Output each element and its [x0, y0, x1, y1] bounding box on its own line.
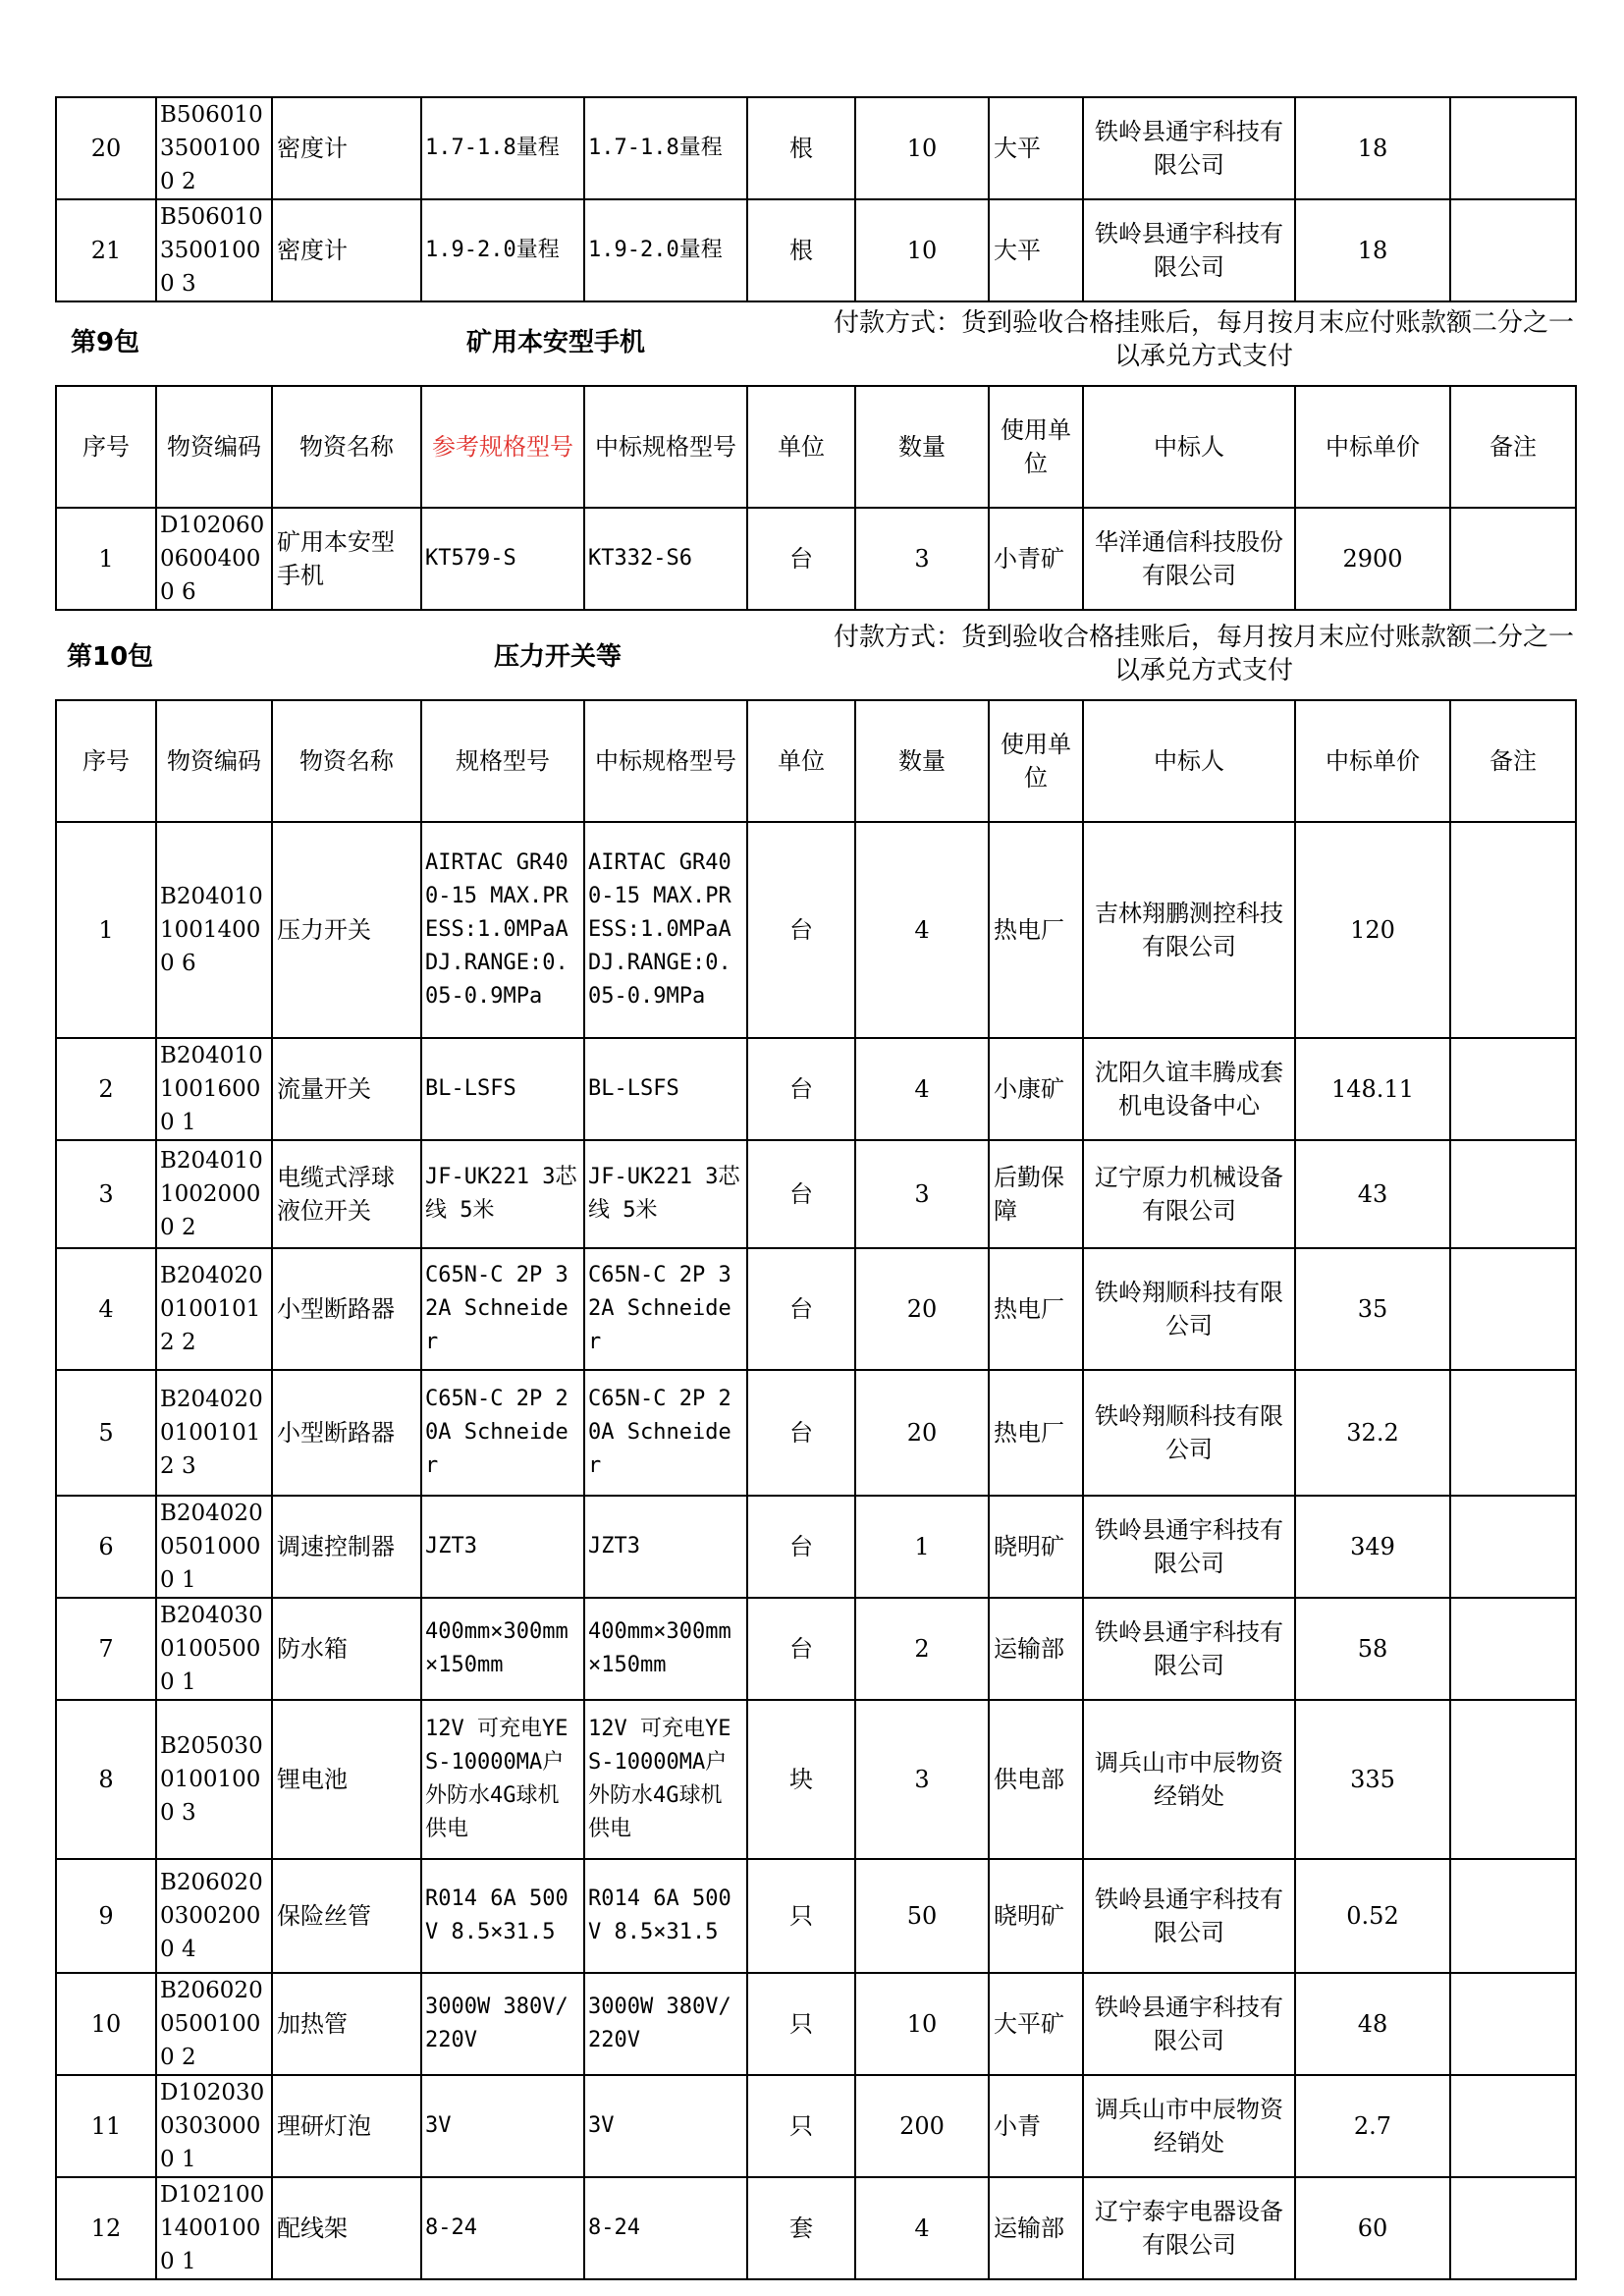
- unit: 台: [747, 508, 855, 610]
- quantity: 3: [855, 1700, 989, 1859]
- spec-model: 400mm×300mm×150mm: [421, 1598, 584, 1700]
- using-unit: 热电厂: [989, 1370, 1083, 1496]
- unit-price: 43: [1295, 1140, 1450, 1248]
- row-number: 7: [56, 1598, 156, 1700]
- winning-spec-model: 3V: [584, 2075, 747, 2177]
- unit: 台: [747, 1496, 855, 1598]
- material-code: B20602003002000 4: [156, 1859, 272, 1973]
- row-number: 8: [56, 1700, 156, 1859]
- table-row: [56, 822, 1576, 1038]
- spec-model: BL-LSFS: [421, 1038, 584, 1140]
- material-code: B20602005001000 2: [156, 1973, 272, 2075]
- package-9-table: [55, 385, 1577, 611]
- row-number: 2: [56, 1038, 156, 1140]
- material-code: D10210014001000 1: [156, 2177, 272, 2279]
- header-winning-bidder: 中标人: [1083, 700, 1295, 822]
- using-unit: 运输部: [989, 1598, 1083, 1700]
- spec-model: 12V 可充电YES-10000MA户外防水4G球机供电: [421, 1700, 584, 1859]
- header-using-unit: 使用单位: [989, 386, 1083, 508]
- material-name: 矿用本安型手机: [272, 508, 421, 610]
- table-row: [56, 2177, 1576, 2279]
- header-unit: 单位: [747, 386, 855, 508]
- quantity: 20: [855, 1248, 989, 1370]
- quantity: 10: [855, 1973, 989, 2075]
- unit: 根: [747, 199, 855, 301]
- unit: 块: [747, 1700, 855, 1859]
- header-spec-model: 参考规格型号: [421, 386, 584, 508]
- material-name: 调速控制器: [272, 1496, 421, 1598]
- spec-model: 8-24: [421, 2177, 584, 2279]
- using-unit: 小青: [989, 2075, 1083, 2177]
- header-quantity: 数量: [855, 700, 989, 822]
- spec-model: 1.9-2.0量程: [421, 199, 584, 301]
- row-number: 21: [56, 199, 156, 301]
- header-material-code: 物资编码: [156, 386, 272, 508]
- header-unit-price: 中标单价: [1295, 386, 1450, 508]
- remark: [1450, 1370, 1576, 1496]
- winning-spec-model: 3000W 380V/220V: [584, 1973, 747, 2075]
- remark: [1450, 2075, 1576, 2177]
- remark: [1450, 1038, 1576, 1140]
- unit-price: 48: [1295, 1973, 1450, 2075]
- spec-model: C65N-C 2P 32A Schneider: [421, 1248, 584, 1370]
- unit-price: 335: [1295, 1700, 1450, 1859]
- winning-spec-model: C65N-C 2P 32A Schneider: [584, 1248, 747, 1370]
- winning-bidder: 沈阳久谊丰腾成套机电设备中心: [1083, 1038, 1295, 1140]
- header-remark: 备注: [1450, 386, 1576, 508]
- unit-price: 60: [1295, 2177, 1450, 2279]
- quantity: 2: [855, 1598, 989, 1700]
- row-number: 1: [56, 822, 156, 1038]
- remark: [1450, 1973, 1576, 2075]
- unit: 只: [747, 1859, 855, 1973]
- row-number: 9: [56, 1859, 156, 1973]
- unit: 台: [747, 1248, 855, 1370]
- using-unit: 大平矿: [989, 1973, 1083, 2075]
- using-unit: 后勤保障: [989, 1140, 1083, 1248]
- row-number: 3: [56, 1140, 156, 1248]
- header-spec-model: 规格型号: [421, 700, 584, 822]
- spec-model: R014 6A 500V 8.5×31.5: [421, 1859, 584, 1973]
- material-name: 防水箱: [272, 1598, 421, 1700]
- header-quantity: 数量: [855, 386, 989, 508]
- material-code: B20401010016000 1: [156, 1038, 272, 1140]
- row-number: 20: [56, 97, 156, 199]
- material-name: 理研灯泡: [272, 2075, 421, 2177]
- header-unit: 单位: [747, 700, 855, 822]
- header-material-name: 物资名称: [272, 700, 421, 822]
- row-number: 1: [56, 508, 156, 610]
- material-code: B50601035001000 3: [156, 199, 272, 301]
- winning-bidder: 辽宁泰宇电器设备有限公司: [1083, 2177, 1295, 2279]
- winning-spec-model: AIRTAC GR400-15 MAX.PRESS:1.0MPaADJ.RANGE:0.05-0.9MPa: [584, 822, 747, 1038]
- table-row: [56, 1973, 1576, 2075]
- table-row: [56, 2075, 1576, 2177]
- header-winning-spec-model: 中标规格型号: [584, 700, 747, 822]
- unit-price: 0.52: [1295, 1859, 1450, 1973]
- unit-price: 2900: [1295, 508, 1450, 610]
- material-name: 密度计: [272, 97, 421, 199]
- winning-bidder: 铁岭县通宇科技有限公司: [1083, 1859, 1295, 1973]
- unit-price: 2.7: [1295, 2075, 1450, 2177]
- unit-price: 18: [1295, 199, 1450, 301]
- winning-spec-model: 12V 可充电YES-10000MA户外防水4G球机供电: [584, 1700, 747, 1859]
- header-using-unit: 使用单位: [989, 700, 1083, 822]
- quantity: 10: [855, 199, 989, 301]
- quantity: 10: [855, 97, 989, 199]
- material-name: 锂电池: [272, 1700, 421, 1859]
- remark: [1450, 1859, 1576, 1973]
- winning-spec-model: R014 6A 500V 8.5×31.5: [584, 1859, 747, 1973]
- table-row: [56, 199, 1576, 301]
- remark: [1450, 1598, 1576, 1700]
- package-10-table: [55, 699, 1577, 2280]
- quantity: 3: [855, 1140, 989, 1248]
- table-row: [56, 1248, 1576, 1370]
- unit-price: 18: [1295, 97, 1450, 199]
- material-name: 流量开关: [272, 1038, 421, 1140]
- unit: 台: [747, 1598, 855, 1700]
- using-unit: 运输部: [989, 2177, 1083, 2279]
- unit-price: 32.2: [1295, 1370, 1450, 1496]
- using-unit: 大平: [989, 97, 1083, 199]
- quantity: 4: [855, 1038, 989, 1140]
- winning-bidder: 调兵山市中辰物资经销处: [1083, 2075, 1295, 2177]
- material-name: 小型断路器: [272, 1370, 421, 1496]
- header-row-number: 序号: [56, 386, 156, 508]
- remark: [1450, 822, 1576, 1038]
- unit: 根: [747, 97, 855, 199]
- header-material-code: 物资编码: [156, 700, 272, 822]
- quantity: 50: [855, 1859, 989, 1973]
- header-row-number: 序号: [56, 700, 156, 822]
- spec-model: 3V: [421, 2075, 584, 2177]
- winning-bidder: 铁岭县通宇科技有限公司: [1083, 1496, 1295, 1598]
- unit: 台: [747, 1140, 855, 1248]
- winning-bidder: 辽宁原力机械设备有限公司: [1083, 1140, 1295, 1248]
- winning-spec-model: KT332-S6: [584, 508, 747, 610]
- material-code: B20403001005000 1: [156, 1598, 272, 1700]
- using-unit: 小康矿: [989, 1038, 1083, 1140]
- unit-price: 120: [1295, 822, 1450, 1038]
- winning-bidder: 铁岭县通宇科技有限公司: [1083, 1598, 1295, 1700]
- table-row: [56, 97, 1576, 199]
- using-unit: 供电部: [989, 1700, 1083, 1859]
- material-code: B20402001001012 3: [156, 1370, 272, 1496]
- remark: [1450, 1700, 1576, 1859]
- row-number: 11: [56, 2075, 156, 2177]
- unit: 套: [747, 2177, 855, 2279]
- spec-model: JZT3: [421, 1496, 584, 1598]
- spec-model: C65N-C 2P 20A Schneider: [421, 1370, 584, 1496]
- header-winning-spec-model: 中标规格型号: [584, 386, 747, 508]
- table-row: [56, 1598, 1576, 1700]
- winning-spec-model: 1.7-1.8量程: [584, 97, 747, 199]
- unit-price: 58: [1295, 1598, 1450, 1700]
- material-name: 加热管: [272, 1973, 421, 2075]
- spec-model: 1.7-1.8量程: [421, 97, 584, 199]
- winning-spec-model: 1.9-2.0量程: [584, 199, 747, 301]
- material-name: 保险丝管: [272, 1859, 421, 1973]
- using-unit: 晓明矿: [989, 1496, 1083, 1598]
- winning-bidder: 调兵山市中辰物资经销处: [1083, 1700, 1295, 1859]
- material-code: B50601035001000 2: [156, 97, 272, 199]
- using-unit: 大平: [989, 199, 1083, 301]
- quantity: 3: [855, 508, 989, 610]
- table-row: [56, 1496, 1576, 1598]
- top-table: [55, 96, 1577, 302]
- winning-spec-model: 400mm×300mm×150mm: [584, 1598, 747, 1700]
- material-code: B20401010020000 2: [156, 1140, 272, 1248]
- material-code: D10203003030000 1: [156, 2075, 272, 2177]
- row-number: 6: [56, 1496, 156, 1598]
- material-name: 小型断路器: [272, 1248, 421, 1370]
- header-remark: 备注: [1450, 700, 1576, 822]
- unit: 台: [747, 822, 855, 1038]
- material-name: 电缆式浮球液位开关: [272, 1140, 421, 1248]
- table-row: [56, 1859, 1576, 1973]
- winning-bidder: 吉林翔鹏测控科技有限公司: [1083, 822, 1295, 1038]
- unit: 只: [747, 1973, 855, 2075]
- winning-spec-model: 8-24: [584, 2177, 747, 2279]
- package-9-payment: 付款方式：货到验收合格挂账后，每月按月末应付账款额二分之一以承兑方式支付: [833, 308, 1574, 371]
- winning-bidder: 铁岭县通宇科技有限公司: [1083, 97, 1295, 199]
- winning-bidder: 铁岭县通宇科技有限公司: [1083, 1973, 1295, 2075]
- remark: [1450, 199, 1576, 301]
- winning-bidder: 铁岭县通宇科技有限公司: [1083, 199, 1295, 301]
- spec-model: AIRTAC GR400-15 MAX.PRESS:1.0MPaADJ.RANGE:0.05-0.9MPa: [421, 822, 584, 1038]
- material-name: 密度计: [272, 199, 421, 301]
- table-row: [56, 508, 1576, 610]
- material-code: B20402001001012 2: [156, 1248, 272, 1370]
- remark: [1450, 1496, 1576, 1598]
- unit: 只: [747, 2075, 855, 2177]
- quantity: 200: [855, 2075, 989, 2177]
- winning-bidder: 铁岭翔顺科技有限公司: [1083, 1248, 1295, 1370]
- quantity: 1: [855, 1496, 989, 1598]
- spec-model: 3000W 380V/220V: [421, 1973, 584, 2075]
- spec-model: JF-UK221 3芯线 5米: [421, 1140, 584, 1248]
- unit: 台: [747, 1038, 855, 1140]
- winning-spec-model: JF-UK221 3芯线 5米: [584, 1140, 747, 1248]
- package-9-title: 矿用本安型手机: [466, 328, 646, 357]
- remark: [1450, 1140, 1576, 1248]
- header-material-name: 物资名称: [272, 386, 421, 508]
- using-unit: 热电厂: [989, 822, 1083, 1038]
- unit-price: 35: [1295, 1248, 1450, 1370]
- using-unit: 晓明矿: [989, 1859, 1083, 1973]
- winning-bidder: 铁岭翔顺科技有限公司: [1083, 1370, 1295, 1496]
- winning-spec-model: C65N-C 2P 20A Schneider: [584, 1370, 747, 1496]
- quantity: 4: [855, 2177, 989, 2279]
- package-10-title: 压力开关等: [494, 642, 623, 672]
- table-row: [56, 1700, 1576, 1859]
- row-number: 5: [56, 1370, 156, 1496]
- material-name: 压力开关: [272, 822, 421, 1038]
- spec-model: KT579-S: [421, 508, 584, 610]
- header-unit-price: 中标单价: [1295, 700, 1450, 822]
- material-name: 配线架: [272, 2177, 421, 2279]
- winning-bidder: 华洋通信科技股份有限公司: [1083, 508, 1295, 610]
- package-10-payment: 付款方式：货到验收合格挂账后，每月按月末应付账款额二分之一以承兑方式支付: [833, 623, 1574, 685]
- header-winning-bidder: 中标人: [1083, 386, 1295, 508]
- quantity: 20: [855, 1370, 989, 1496]
- remark: [1450, 97, 1576, 199]
- material-code: B20402005010000 1: [156, 1496, 272, 1598]
- winning-spec-model: JZT3: [584, 1496, 747, 1598]
- quantity: 4: [855, 822, 989, 1038]
- row-number: 10: [56, 1973, 156, 2075]
- remark: [1450, 508, 1576, 610]
- unit-price: 148.11: [1295, 1038, 1450, 1140]
- row-number: 12: [56, 2177, 156, 2279]
- package-10-label: 第10包: [67, 642, 154, 672]
- unit-price: 349: [1295, 1496, 1450, 1598]
- package-9-label: 第9包: [71, 328, 140, 357]
- material-code: B20401010014000 6: [156, 822, 272, 1038]
- table-row: [56, 1140, 1576, 1248]
- using-unit: 小青矿: [989, 508, 1083, 610]
- material-code: B20503001001000 3: [156, 1700, 272, 1859]
- remark: [1450, 1248, 1576, 1370]
- winning-spec-model: BL-LSFS: [584, 1038, 747, 1140]
- row-number: 4: [56, 1248, 156, 1370]
- remark: [1450, 2177, 1576, 2279]
- table-row: [56, 1370, 1576, 1496]
- unit: 台: [747, 1370, 855, 1496]
- table-row: [56, 1038, 1576, 1140]
- using-unit: 热电厂: [989, 1248, 1083, 1370]
- material-code: D10206006004000 6: [156, 508, 272, 610]
